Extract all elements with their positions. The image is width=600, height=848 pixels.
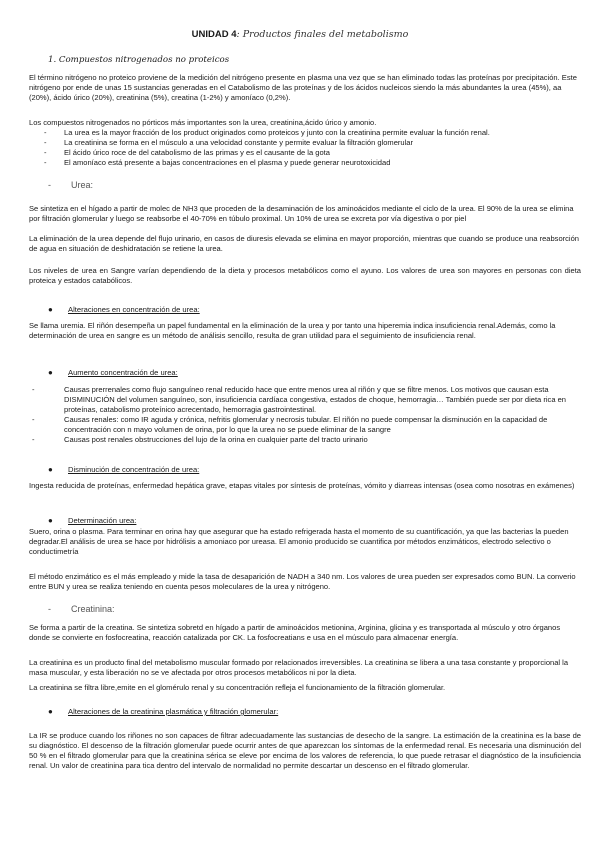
alt-creatinina-heading: ● Alteraciones de la creatinina plasmática y filtración glomerular: xyxy=(48,707,279,716)
determinacion-paragraph-1: Suero, orina o plasma. Para terminar en orina hay que asegurar que ha estado refrigerada hasta el momento de su cuantificación, ya que las bacterias la pueden degradar.El análisis de urea se hace por hidrólisis a amoniaco por ureasa. El amonio producido se cuantifica por métodos enzimáticos, electrodo selectivo o conductimetría xyxy=(29,527,569,557)
list-item: - Causas renales: como IR aguda y crónica, nefritis glomerular y necrosis tubular. El riñón no puede compensar la disminución en la capacidad de concentración con n mayo volumen de orina, por lo que la urea no se puede eliminar de la sangre xyxy=(32,415,584,435)
page-title xyxy=(0,29,600,41)
compounds-list xyxy=(44,128,584,168)
section-heading-compuestos: 1. Compuestos nitrogenados no proteicos xyxy=(48,55,230,65)
urea-paragraph-2: La eliminación de la urea depende del flujo urinario, en casos de diuresis elevada se elimina en mayor proporción, mientras que cuando se produce una reabsorción de agua en situación de deshidratación se retiene la urea. xyxy=(29,234,580,254)
list-item: - El ácido úrico roce de del catabolismo de las primas y es el causante de la gota xyxy=(44,148,584,158)
creatinina-paragraph-2: La creatinina es un producto final del metabolismo muscular formado por relacionados irreversibles. La creatinina se libera a una tasa constante y proporcional la masa muscular, y esta liberación no se ve afectada por otros procesos metabólicos ni por la dieta. xyxy=(29,658,569,678)
aumento-heading-text: Aumento concentración de urea: xyxy=(68,368,178,377)
alt-urea-heading: ● Alteraciones en concentración de urea: xyxy=(48,305,200,314)
compounds-intro: Los compuestos nitrogenados no pórticos más importantes son la urea, creatinina,ácido úrico y amonio. xyxy=(29,118,377,127)
urea-paragraph-3: Los niveles de urea en Sangre varían dependiendo de la dieta y procesos metabólicos como el ayuno. Los valores de urea son mayores en personas con dieta proteica y estados catabólicos. xyxy=(29,266,581,286)
aumento-list xyxy=(32,385,584,446)
creatinina-heading: - Creatinina: xyxy=(48,604,115,614)
determinacion-paragraph-2: El método enzimático es el más empleado y mide la tasa de desaparición de NADH a 340 nm. Los valores de urea pueden ser expresados como BUN. La converio entre BUN y urea se realiza teniendo en cuenta pesos moleculares de la urea y nitrógeno. xyxy=(29,572,576,592)
determinacion-heading-text: Determinación urea: xyxy=(68,516,137,525)
alt-creatinina-heading-text: Alteraciones de la creatinina plasmática y filtración glomerular: xyxy=(68,707,279,716)
alt-creatinina-paragraph: La IR se produce cuando los riñones no son capaces de filtrar adecuadamente las sustancias de desecho de la sangre. La estimación de la creatinina es la base de su diagnóstico. El descenso de la filtración glomerular puede ocurrir antes de que aparezcan los síntomas de la enfermedad renal. Es necesaria una disminución del 50 % en el filtrado glomerular para que la creatinina sérica se eleve por encima de los valores de referencia, lo que puede retrasar el diagnóstico de la insuficiencia renal. Un valor de creatinina para tica dentro del intervalo de normalidad no permite descartar un descenso en el filtrado glomerular. xyxy=(29,731,581,771)
urea-heading-text: Urea: xyxy=(71,180,94,190)
list-item: - La urea es la mayor fracción de los product originados como proteicos y junto con la creatinina permite evaluar la función renal. xyxy=(44,128,584,138)
creatinina-paragraph-1: Se forma a partir de la creatina. Se sintetiza sobretd en hígado a partir de aminoácidos metionina, Arginina, glicina y es transportada al músculo y otro órganos donde se convierte en fosfocreatina, reacción catalizada por CK. La fosfocreatians e usa en el músculo para almacenar energía. xyxy=(29,623,561,643)
creatinina-heading-text: Creatinina: xyxy=(71,604,115,614)
intro-paragraph: El término nitrógeno no proteico proviene de la medición del nitrógeno presente en plasma una vez que se han eliminado todas las proteínas por precipitación. Este nitrógeno por ende de unas 15 sustancias generadas en el Catabolismo de las proteínas y de los ácidos nucleicos siendo la más abundantes la urea (45%), aa (20%), ácido úrico (20%), creatinina (5%), creatina (1-2%) y amoníaco (0,2%). xyxy=(29,73,577,103)
creatinina-paragraph-3: La creatinina se filtra libre,emite en el glomérulo renal y su concentración refleja el funcionamiento de la filtración glomerular. xyxy=(29,683,446,692)
title-subtitle: : Productos finales del metabolismo xyxy=(236,29,409,40)
list-item: - Causas post renales obstrucciones del lujo de la orina en cualquier parte del tracto urinario xyxy=(32,435,584,445)
determinacion-heading: ● Determinación urea: xyxy=(48,516,137,525)
alt-urea-heading-text: Alteraciones en concentración de urea: xyxy=(68,305,200,314)
urea-paragraph-1: Se sintetiza en el hígado a partir de molec de NH3 que proceden de la desaminación de los aminoácidos mediante el ciclo de la urea. El 90% de la urea se elimina por filtración glomerular y luego se reabsorbe el 40-70% en túbulo proximal. Un 10% de urea se excreta por vía digestiva o por piel xyxy=(29,204,574,224)
title-unit: UNIDAD 4 xyxy=(191,29,237,40)
list-item: - La creatinina se forma en el músculo a una velocidad constante y permite evaluar la filtración glomerular xyxy=(44,138,584,148)
disminucion-heading-text: Disminución de concentración de urea: xyxy=(68,465,200,474)
urea-heading: - Urea: xyxy=(48,180,94,190)
disminucion-heading: ● Disminución de concentración de urea: xyxy=(48,465,200,474)
list-item: - Causas prerrenales como flujo sanguíneo renal reducido hace que entre menos urea al riñón y que se filtre menos. Los motivos que causan esta DISMINUCIÓN del volumen sanguíneo, son, insuficiencia cardíaca congestiva, estados de choque, hemorragia… También puede ser por dieta rica en proteínas, catabolismo proteínico acrecentado, hemorragia gastrointestinal. xyxy=(32,385,584,415)
list-item: - El amoníaco está presente a bajas concentraciones en el plasma y puede generar neurotoxicidad xyxy=(44,158,584,168)
aumento-heading: ● Aumento concentración de urea: xyxy=(48,368,178,377)
alt-urea-paragraph: Se llama uremia. El riñón desempeña un papel fundamental en la eliminación de la urea y por tanto una hiperemia indica insuficiencia renal.Además, como la determinación de urea en sangre es un método de análisis sencillo, resulta de gran utilidad para el seguimiento de insuficiencia renal. xyxy=(29,321,556,341)
disminucion-paragraph: Ingesta reducida de proteínas, enfermedad hepática grave, etapas vitales por síntesis de proteínas, vómito y diarreas intensas (osea como nosotras en exámenes) xyxy=(29,481,575,490)
